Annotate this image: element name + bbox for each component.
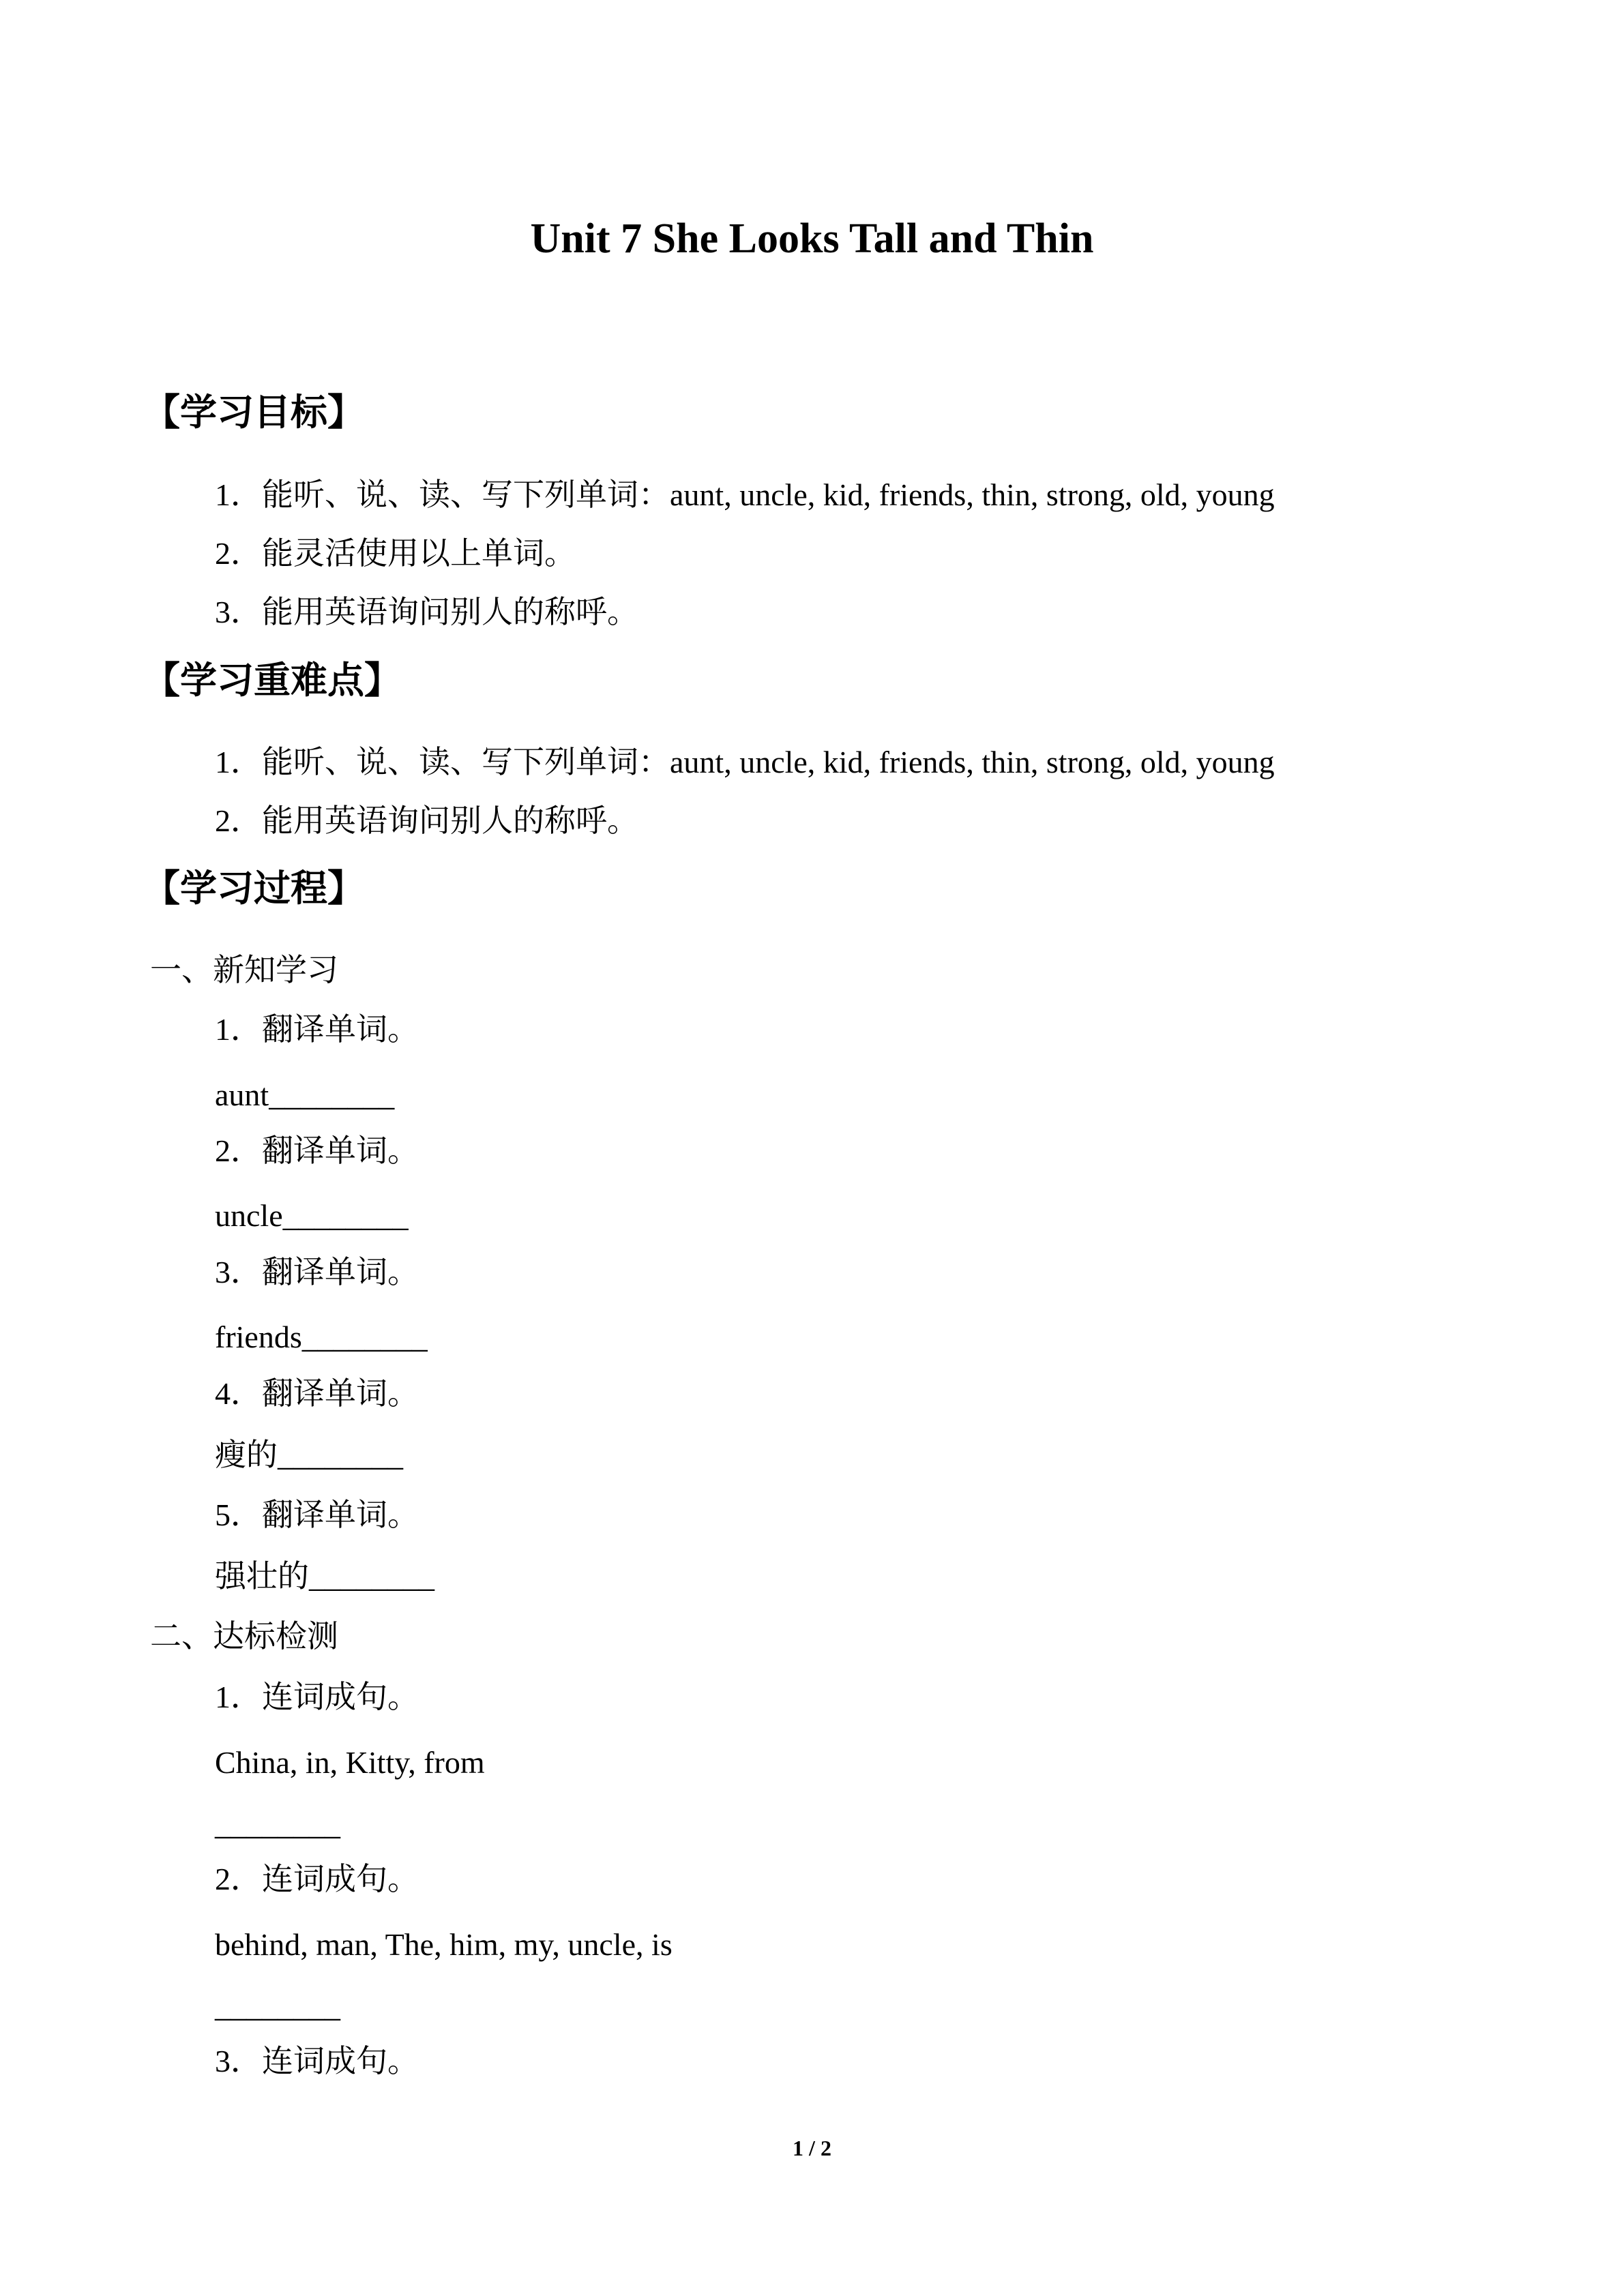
key-point-item-1: 1．能听、说、读、写下列单词：aunt, uncle, kid, friends, thin, strong, old, young xyxy=(215,745,1275,779)
part1-task-4-prompt: 4．翻译单词。 xyxy=(215,1376,419,1411)
part1-task-5-prompt: 5．翻译单词。 xyxy=(215,1497,419,1532)
part2-task-1-words: China, in, Kitty, from xyxy=(215,1745,485,1780)
key-point-item-2: 2．能用英语询问别人的称呼。 xyxy=(215,803,638,838)
part1-task-3-prompt: 3．翻译单词。 xyxy=(215,1255,419,1289)
part2-task-2-words: behind, man, The, him, my, uncle, is xyxy=(215,1927,673,1962)
objective-item-1: 1．能听、说、读、写下列单词：aunt, uncle, kid, friends, thin, strong, old, young xyxy=(215,477,1275,512)
part1-task-2-answer: uncle________ xyxy=(215,1198,409,1233)
part1-task-4-answer: 瘦的________ xyxy=(215,1437,403,1472)
objective-item-3: 3．能用英语询问别人的称呼。 xyxy=(215,595,638,629)
part1-task-1-answer: aunt________ xyxy=(215,1077,395,1112)
part2-task-1-blank: ________ xyxy=(215,1806,340,1841)
process-heading: 【学习过程】 xyxy=(143,867,364,910)
part1-task-5-answer: 强壮的________ xyxy=(215,1559,434,1594)
page-number: 1 / 2 xyxy=(793,2136,831,2160)
page-title: Unit 7 She Looks Tall and Thin xyxy=(530,215,1094,262)
part1-task-3-answer: friends________ xyxy=(215,1320,428,1354)
part1-task-2-prompt: 2．翻译单词。 xyxy=(215,1133,419,1168)
part1-task-1-prompt: 1．翻译单词。 xyxy=(215,1012,419,1047)
part2-task-2-blank: ________ xyxy=(215,1988,340,2023)
part1-heading: 一、新知学习 xyxy=(150,953,338,987)
objectives-heading: 【学习目标】 xyxy=(143,391,364,434)
objective-item-2: 2．能灵活使用以上单词。 xyxy=(215,536,576,571)
part2-heading: 二、达标检测 xyxy=(150,1619,338,1654)
part2-task-1-prompt: 1．连词成句。 xyxy=(215,1680,419,1714)
part2-task-2-prompt: 2．连词成句。 xyxy=(215,1862,419,1896)
key-points-heading: 【学习重难点】 xyxy=(143,659,401,702)
part2-task-3-prompt: 3．连词成句。 xyxy=(215,2044,419,2078)
